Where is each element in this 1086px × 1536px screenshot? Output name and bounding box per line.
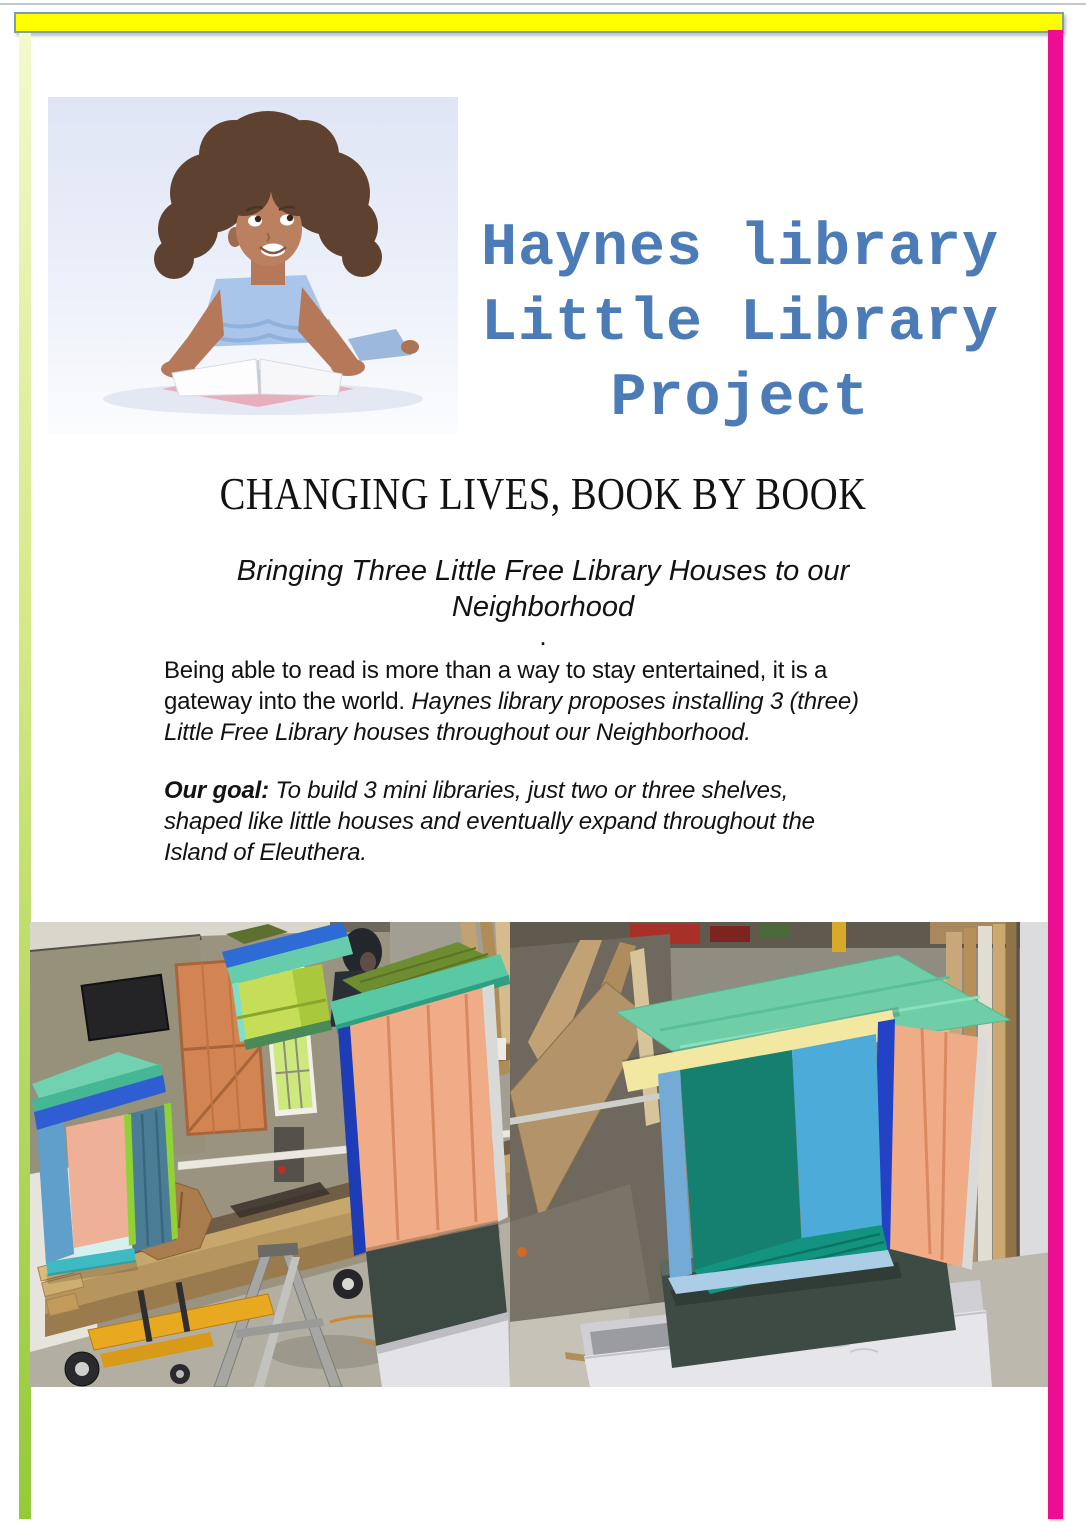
lone-dot: . (540, 629, 546, 649)
girl-reading-photo (48, 97, 458, 433)
goal-line-1 (164, 775, 815, 806)
subtitle (163, 553, 923, 625)
finished-house-illustration (510, 922, 1052, 1387)
goal-label: Our goal: (164, 777, 276, 804)
intro-line-2 (164, 686, 859, 717)
workshop-photo (30, 922, 510, 1387)
goal-line-2: shaped like little houses and eventually expand throughout the (164, 808, 815, 835)
leaning-lumber-left (510, 934, 680, 1322)
intro-line-3: Little Free Library houses throughout our Neighborhood. (164, 719, 751, 746)
finished-house-photo (510, 922, 1052, 1387)
intro-line-1: Being able to read is more than a way to stay entertained, it is a (164, 657, 828, 684)
headline: CHANGING LIVES, BOOK BY BOOK (219, 468, 867, 519)
subtitle-line-1: Bringing Three Little Free Library Houses to our (236, 555, 850, 587)
girl-reading-illustration (48, 97, 458, 433)
title-line-2: Little Library (480, 290, 1000, 358)
wall-tv (82, 975, 169, 1041)
intro-paragraph (164, 655, 859, 748)
subtitle-line-2: Neighborhood (451, 591, 635, 623)
goal-line-3: Island of Eleuthera. (164, 839, 367, 866)
title-line-1: Haynes library (480, 215, 1000, 283)
intro-line-2-italic: Haynes library proposes installing 3 (three) (411, 688, 859, 715)
finished-library-house (616, 955, 1010, 1306)
yellow-top-bar (14, 12, 1064, 33)
intro-line-2-regular: gateway into the world. (164, 688, 412, 715)
title-line-3: Project (610, 365, 870, 433)
right-magenta-stripe (1048, 30, 1063, 1519)
top-hairline (0, 3, 1086, 5)
goal-line-1-text: To build 3 mini libraries, just two or three shelves, (275, 777, 789, 804)
goal-paragraph (164, 775, 815, 868)
workshop-illustration (30, 922, 510, 1387)
document-title (450, 212, 1030, 437)
